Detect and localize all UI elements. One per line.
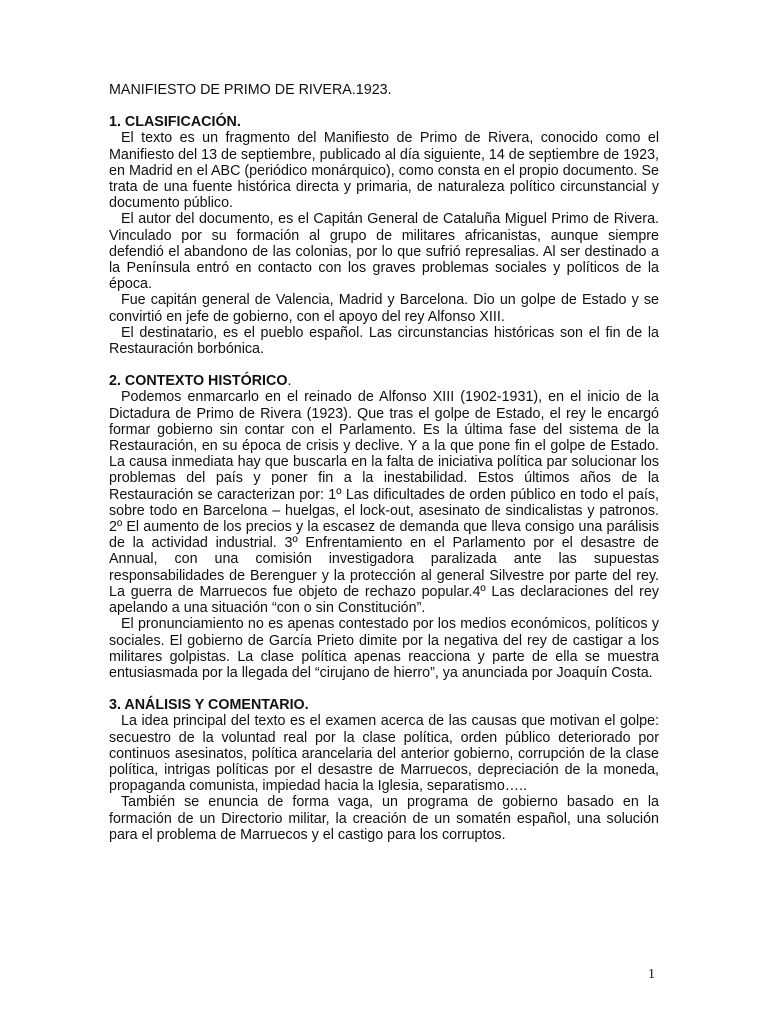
paragraph: Podemos enmarcarlo en el reinado de Alfonso XIII (1902-1931), en el inicio de la Dictadura de Primo de Rivera (1923). Que tras el golpe de Estado, el rey le encargó formar gobierno sin contar con el Parlamento. Es la última fase del sistema de la Restauración, en su época de crisis y declive. Y a la que pone fin el golpe de Estado. La causa inmediata hay que buscarla en la falta de iniciativa política par solucionar los problemas del país y poner fin a la inestabilidad. Estos últimos años de la Restauración se caracterizan por: 1º Las dificultades de orden público en todo el país, sobre todo en Barcelona – huelgas, el lock-out, asesinato de sindicalistas y patronos. 2º El aumento de los precios y la escasez de demanda que lleva consigo una parálisis de la actividad industrial. 3º Enfrentamiento en el Parlamento por el desastre de Annual, con una comisión investigadora paralizada ante las supuestas responsabilidades de Berenguer y la protección al general Silvestre por parte del rey. La guerra de Marruecos fue objeto de rechazo popular.4º Las declaraciones del rey apelando a una situación “con o sin Constitución”. bbox=[109, 389, 659, 617]
paragraph: También se enuncia de forma vaga, un programa de gobierno basado en la formación de un Directorio militar, la creación de un somatén español, una solución para el problema de Marruecos y el castigo para los corruptos. bbox=[109, 794, 659, 843]
document-title: MANIFIESTO DE PRIMO DE RIVERA.1923. bbox=[109, 82, 392, 98]
section-heading-text: 3. ANÁLISIS Y COMENTARIO. bbox=[109, 697, 309, 714]
paragraph: El pronunciamiento no es apenas contestado por los medios económicos, políticos y sociales. El gobierno de García Prieto dimite por la negativa del rey de castigar a los militares golpistas. La clase política apenas reacciona y parte de ella se muestra entusiasmada por la llegada del “cirujano de hierro”, ya anunciada por Joaquín Costa. bbox=[109, 616, 659, 681]
section-heading-text: 2. CONTEXTO HISTÓRICO bbox=[109, 373, 288, 390]
section-heading bbox=[109, 114, 659, 130]
paragraph: El destinatario, es el pueblo español. Las circunstancias históricas son el fin de la Restauración borbónica. bbox=[109, 324, 659, 358]
paragraph: Fue capitán general de Valencia, Madrid y Barcelona. Dio un golpe de Estado y se convirtió en jefe de gobierno, con el apoyo del rey Alfonso XIII. bbox=[109, 292, 659, 325]
section-contexto-historico bbox=[109, 373, 659, 681]
paragraph: La idea principal del texto es el examen acerca de las causas que motivan el golpe: secuestro de la voluntad real por la clase política, orden público deteriorado por continuos asesinatos, política arancelaria del anterior gobierno, corrupción de la clase política, intrigas políticas por el desastre de Marruecos, depreciación de la moneda, propaganda comunista, impiedad hacia la Iglesia, separatismo….. bbox=[109, 713, 659, 795]
section-heading bbox=[109, 373, 659, 389]
section-heading-text: 1. CLASIFICACIÓN. bbox=[109, 114, 241, 131]
section-clasificacion bbox=[109, 114, 659, 357]
section-heading bbox=[109, 697, 659, 713]
paragraph: El autor del documento, es el Capitán General de Cataluña Miguel Primo de Rivera. Vinculado por su formación al grupo de militares africanistas, aunque siempre defendió el abandono de las colonias, por lo que sufrió represalias. Al ser destinado a la Península entró en contacto con los graves problemas sociales y políticos de la época. bbox=[109, 211, 659, 293]
paragraph: El texto es un fragmento del Manifiesto de Primo de Rivera, conocido como el Manifiesto del 13 de septiembre, publicado al día siguiente, 14 de septiembre de 1923, en Madrid en el ABC (periódico monárquico), como consta en el propio documento. Se trata de una fuente histórica directa y primaria, de naturaleza político circunstancial y documento público. bbox=[109, 130, 659, 212]
section-analisis-comentario bbox=[109, 697, 659, 843]
document-page bbox=[109, 82, 659, 843]
page-number: 1 bbox=[648, 967, 655, 982]
section-heading-tail: . bbox=[287, 373, 292, 390]
